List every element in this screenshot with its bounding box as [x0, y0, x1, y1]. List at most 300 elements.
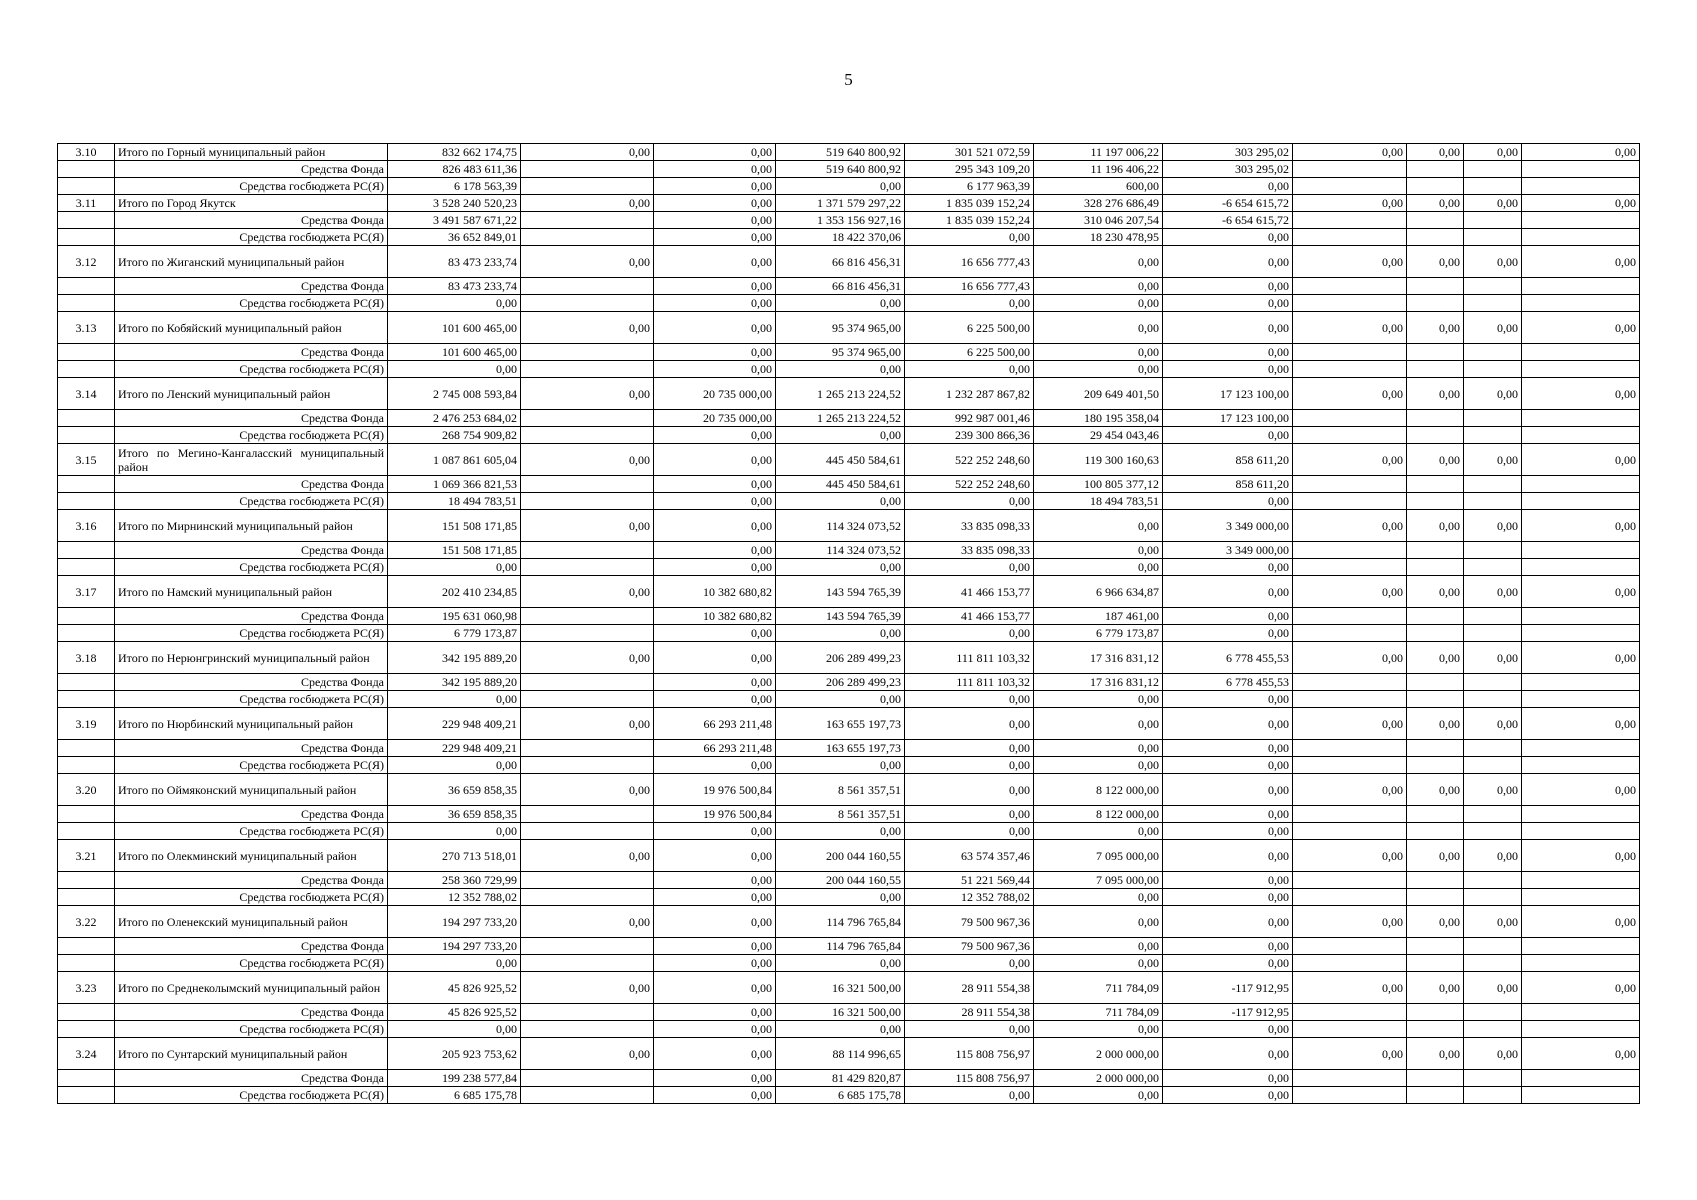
- total-cell: 0,00: [1407, 378, 1464, 410]
- state-cell: 0,00: [1034, 1087, 1163, 1104]
- fund-cell: 858 611,20: [1163, 476, 1293, 493]
- state-cell: [1522, 427, 1640, 444]
- state-cell: [521, 427, 654, 444]
- state-cell: 0,00: [654, 229, 776, 246]
- state-cell: 0,00: [1163, 823, 1293, 840]
- state-cell: [1407, 889, 1464, 906]
- fund-cell: 0,00: [1034, 542, 1163, 559]
- fund-cell: [1522, 938, 1640, 955]
- section-total-row: [58, 576, 1640, 608]
- fund-cell: [1522, 674, 1640, 691]
- fund-row: [58, 740, 1640, 757]
- state-cell: [1522, 625, 1640, 642]
- empty-code-cell: [58, 559, 115, 576]
- state-cell: 0,00: [905, 1021, 1034, 1038]
- state-cell: 0,00: [776, 625, 905, 642]
- total-cell: 83 473 233,74: [388, 246, 521, 278]
- section-name: Итого по Намский муниципальный район: [115, 576, 388, 608]
- total-cell: 6 966 634,87: [1034, 576, 1163, 608]
- state-row: [58, 178, 1640, 195]
- state-cell: 0,00: [905, 823, 1034, 840]
- section-name: Итого по Сунтарский муниципальный район: [115, 1038, 388, 1070]
- section-code: 3.11: [58, 195, 115, 212]
- total-cell: 0,00: [1464, 195, 1522, 212]
- section-total-row: [58, 246, 1640, 278]
- total-cell: 0,00: [1407, 144, 1464, 161]
- fund-cell: [1522, 344, 1640, 361]
- empty-code-cell: [58, 740, 115, 757]
- fund-label: Средства Фонда: [115, 740, 388, 757]
- fund-cell: 0,00: [654, 212, 776, 229]
- fund-cell: [1522, 212, 1640, 229]
- state-cell: [1293, 889, 1407, 906]
- state-label: Средства госбюджета РС(Я): [115, 559, 388, 576]
- total-cell: 63 574 357,46: [905, 840, 1034, 872]
- total-cell: 114 796 765,84: [776, 906, 905, 938]
- fund-cell: [1464, 608, 1522, 625]
- state-cell: [1464, 295, 1522, 312]
- state-cell: 12 352 788,02: [388, 889, 521, 906]
- fund-cell: [521, 278, 654, 295]
- state-cell: 0,00: [1163, 295, 1293, 312]
- state-cell: [1522, 1021, 1640, 1038]
- state-row: [58, 427, 1640, 444]
- empty-code-cell: [58, 212, 115, 229]
- section-code: 3.19: [58, 708, 115, 740]
- state-row: [58, 889, 1640, 906]
- fund-label: Средства Фонда: [115, 542, 388, 559]
- section-total-row: [58, 312, 1640, 344]
- total-cell: 16 321 500,00: [776, 972, 905, 1004]
- fund-label: Средства Фонда: [115, 278, 388, 295]
- fund-cell: [1522, 161, 1640, 178]
- section-name: Итого по Мирнинский муниципальный район: [115, 510, 388, 542]
- state-cell: [1464, 823, 1522, 840]
- total-cell: 163 655 197,73: [776, 708, 905, 740]
- fund-cell: 28 911 554,38: [905, 1004, 1034, 1021]
- state-cell: 239 300 866,36: [905, 427, 1034, 444]
- total-cell: 2 000 000,00: [1034, 1038, 1163, 1070]
- total-cell: 1 371 579 297,22: [776, 195, 905, 212]
- state-cell: [1464, 691, 1522, 708]
- fund-cell: [521, 1070, 654, 1087]
- state-cell: 0,00: [388, 1021, 521, 1038]
- fund-cell: 111 811 103,32: [905, 674, 1034, 691]
- fund-cell: 295 343 109,20: [905, 161, 1034, 178]
- state-cell: [1407, 559, 1464, 576]
- section-name: Итого по Оймяконский муниципальный район: [115, 774, 388, 806]
- fund-cell: 0,00: [654, 278, 776, 295]
- state-cell: [1464, 229, 1522, 246]
- state-cell: 0,00: [905, 361, 1034, 378]
- state-cell: 0,00: [654, 757, 776, 774]
- fund-cell: 10 382 680,82: [654, 608, 776, 625]
- state-cell: [521, 757, 654, 774]
- section-name: Итого по Город Якутск: [115, 195, 388, 212]
- section-total-row: [58, 972, 1640, 1004]
- empty-code-cell: [58, 872, 115, 889]
- total-cell: 111 811 103,32: [905, 642, 1034, 674]
- fund-cell: [1293, 212, 1407, 229]
- fund-cell: [1293, 476, 1407, 493]
- fund-cell: 16 321 500,00: [776, 1004, 905, 1021]
- fund-cell: 0,00: [1163, 872, 1293, 889]
- fund-cell: [1464, 1004, 1522, 1021]
- state-cell: 0,00: [388, 757, 521, 774]
- fund-cell: [1464, 674, 1522, 691]
- total-cell: 0,00: [1163, 774, 1293, 806]
- total-cell: 45 826 925,52: [388, 972, 521, 1004]
- total-cell: 0,00: [1407, 708, 1464, 740]
- fund-cell: 229 948 409,21: [388, 740, 521, 757]
- empty-code-cell: [58, 1004, 115, 1021]
- state-cell: [521, 559, 654, 576]
- total-cell: 0,00: [654, 906, 776, 938]
- section-name: Итого по Горный муниципальный район: [115, 144, 388, 161]
- total-cell: 0,00: [1464, 708, 1522, 740]
- state-cell: 0,00: [1163, 1087, 1293, 1104]
- state-cell: 0,00: [1163, 757, 1293, 774]
- state-cell: [1407, 691, 1464, 708]
- state-cell: 0,00: [1034, 955, 1163, 972]
- state-cell: 0,00: [1163, 361, 1293, 378]
- total-cell: 114 324 073,52: [776, 510, 905, 542]
- fund-cell: 1 069 366 821,53: [388, 476, 521, 493]
- total-cell: 119 300 160,63: [1034, 444, 1163, 476]
- total-cell: 0,00: [1464, 642, 1522, 674]
- fund-cell: 0,00: [654, 872, 776, 889]
- total-cell: 0,00: [1464, 510, 1522, 542]
- fund-cell: 342 195 889,20: [388, 674, 521, 691]
- state-cell: [1293, 559, 1407, 576]
- fund-cell: 17 123 100,00: [1163, 410, 1293, 427]
- state-cell: 0,00: [654, 361, 776, 378]
- fund-row: [58, 872, 1640, 889]
- fund-cell: [1464, 212, 1522, 229]
- empty-code-cell: [58, 295, 115, 312]
- total-cell: 0,00: [1293, 444, 1407, 476]
- total-cell: 0,00: [1522, 576, 1640, 608]
- fund-row: [58, 476, 1640, 493]
- state-cell: 0,00: [1034, 691, 1163, 708]
- state-cell: [1407, 229, 1464, 246]
- state-label: Средства госбюджета РС(Я): [115, 823, 388, 840]
- total-cell: 301 521 072,59: [905, 144, 1034, 161]
- total-cell: 0,00: [521, 840, 654, 872]
- state-cell: 0,00: [905, 1087, 1034, 1104]
- fund-cell: 195 631 060,98: [388, 608, 521, 625]
- fund-cell: [1293, 872, 1407, 889]
- state-cell: 0,00: [1163, 955, 1293, 972]
- state-label: Средства госбюджета РС(Я): [115, 625, 388, 642]
- state-cell: [1464, 178, 1522, 195]
- section-total-row: [58, 840, 1640, 872]
- state-cell: [521, 229, 654, 246]
- state-cell: 0,00: [776, 889, 905, 906]
- state-cell: 6 779 173,87: [1034, 625, 1163, 642]
- total-cell: 0,00: [1163, 1038, 1293, 1070]
- fund-cell: 8 122 000,00: [1034, 806, 1163, 823]
- state-cell: 0,00: [654, 493, 776, 510]
- fund-cell: [1464, 476, 1522, 493]
- fund-cell: [1293, 740, 1407, 757]
- fund-cell: [1407, 410, 1464, 427]
- fund-cell: [1293, 938, 1407, 955]
- state-label: Средства госбюджета РС(Я): [115, 427, 388, 444]
- state-cell: 0,00: [1034, 559, 1163, 576]
- state-cell: 0,00: [388, 691, 521, 708]
- fund-cell: [521, 806, 654, 823]
- state-cell: 0,00: [654, 1021, 776, 1038]
- fund-row: [58, 212, 1640, 229]
- total-cell: 0,00: [1163, 246, 1293, 278]
- section-name: Итого по Нерюнгринский муниципальный район: [115, 642, 388, 674]
- total-cell: 19 976 500,84: [654, 774, 776, 806]
- state-cell: [521, 625, 654, 642]
- fund-row: [58, 674, 1640, 691]
- section-name: Итого по Оленекский муниципальный район: [115, 906, 388, 938]
- fund-cell: 0,00: [654, 161, 776, 178]
- total-cell: 0,00: [1522, 378, 1640, 410]
- total-cell: 0,00: [1407, 1038, 1464, 1070]
- total-cell: 0,00: [521, 144, 654, 161]
- empty-code-cell: [58, 938, 115, 955]
- fund-cell: [1293, 1004, 1407, 1021]
- state-cell: [1293, 295, 1407, 312]
- fund-cell: [1293, 1070, 1407, 1087]
- fund-cell: 310 046 207,54: [1034, 212, 1163, 229]
- fund-label: Средства Фонда: [115, 806, 388, 823]
- total-cell: 0,00: [654, 642, 776, 674]
- fund-cell: 19 976 500,84: [654, 806, 776, 823]
- state-cell: [1407, 757, 1464, 774]
- fund-cell: 187 461,00: [1034, 608, 1163, 625]
- fund-cell: 8 561 357,51: [776, 806, 905, 823]
- state-cell: [1522, 955, 1640, 972]
- state-label: Средства госбюджета РС(Я): [115, 295, 388, 312]
- fund-cell: [521, 212, 654, 229]
- total-cell: 0,00: [654, 444, 776, 476]
- total-cell: -117 912,95: [1163, 972, 1293, 1004]
- section-name: Итого по Нюрбинский муниципальный район: [115, 708, 388, 740]
- state-cell: 0,00: [388, 823, 521, 840]
- fund-cell: 0,00: [1163, 806, 1293, 823]
- fund-cell: [521, 938, 654, 955]
- state-cell: [1522, 178, 1640, 195]
- total-cell: 0,00: [1522, 642, 1640, 674]
- total-cell: 0,00: [1407, 774, 1464, 806]
- fund-cell: [521, 161, 654, 178]
- fund-cell: 206 289 499,23: [776, 674, 905, 691]
- state-cell: 0,00: [905, 757, 1034, 774]
- state-cell: 0,00: [776, 493, 905, 510]
- total-cell: 8 561 357,51: [776, 774, 905, 806]
- total-cell: 79 500 967,36: [905, 906, 1034, 938]
- total-cell: 88 114 996,65: [776, 1038, 905, 1070]
- state-cell: 0,00: [1163, 427, 1293, 444]
- state-row: [58, 691, 1640, 708]
- state-cell: 0,00: [388, 955, 521, 972]
- state-label: Средства госбюджета РС(Я): [115, 493, 388, 510]
- fund-cell: [521, 674, 654, 691]
- fund-cell: 41 466 153,77: [905, 608, 1034, 625]
- fund-row: [58, 410, 1640, 427]
- state-cell: [521, 1021, 654, 1038]
- section-code: 3.22: [58, 906, 115, 938]
- empty-code-cell: [58, 344, 115, 361]
- total-cell: 1 835 039 152,24: [905, 195, 1034, 212]
- state-row: [58, 1021, 1640, 1038]
- fund-cell: 16 656 777,43: [905, 278, 1034, 295]
- fund-cell: 3 349 000,00: [1163, 542, 1293, 559]
- total-cell: 0,00: [521, 378, 654, 410]
- fund-row: [58, 608, 1640, 625]
- total-cell: 711 784,09: [1034, 972, 1163, 1004]
- state-cell: 0,00: [654, 955, 776, 972]
- state-cell: 0,00: [905, 691, 1034, 708]
- total-cell: 20 735 000,00: [654, 378, 776, 410]
- total-cell: 0,00: [1522, 144, 1640, 161]
- state-cell: [1464, 1021, 1522, 1038]
- fund-cell: 0,00: [1034, 278, 1163, 295]
- total-cell: 0,00: [1522, 510, 1640, 542]
- fund-row: [58, 806, 1640, 823]
- total-cell: 0,00: [1034, 312, 1163, 344]
- total-cell: 0,00: [1407, 576, 1464, 608]
- total-cell: 151 508 171,85: [388, 510, 521, 542]
- fund-cell: 151 508 171,85: [388, 542, 521, 559]
- state-row: [58, 361, 1640, 378]
- fund-cell: [1464, 161, 1522, 178]
- empty-code-cell: [58, 608, 115, 625]
- total-cell: 0,00: [1293, 906, 1407, 938]
- total-cell: 342 195 889,20: [388, 642, 521, 674]
- fund-cell: 163 655 197,73: [776, 740, 905, 757]
- state-cell: [1293, 823, 1407, 840]
- state-cell: 0,00: [905, 955, 1034, 972]
- total-cell: 0,00: [1407, 195, 1464, 212]
- state-label: Средства госбюджета РС(Я): [115, 178, 388, 195]
- total-cell: 28 911 554,38: [905, 972, 1034, 1004]
- fund-cell: 1 353 156 927,16: [776, 212, 905, 229]
- state-label: Средства госбюджета РС(Я): [115, 361, 388, 378]
- state-label: Средства госбюджета РС(Я): [115, 889, 388, 906]
- state-cell: [1464, 625, 1522, 642]
- fund-cell: [1407, 161, 1464, 178]
- fund-cell: [521, 476, 654, 493]
- state-cell: [1464, 757, 1522, 774]
- total-cell: 0,00: [1522, 312, 1640, 344]
- total-cell: 0,00: [521, 642, 654, 674]
- section-code: 3.18: [58, 642, 115, 674]
- fund-label: Средства Фонда: [115, 1004, 388, 1021]
- fund-cell: 0,00: [1163, 740, 1293, 757]
- state-cell: 0,00: [1163, 691, 1293, 708]
- state-row: [58, 955, 1640, 972]
- total-cell: 0,00: [1522, 708, 1640, 740]
- fund-cell: [1522, 476, 1640, 493]
- fund-label: Средства Фонда: [115, 872, 388, 889]
- fund-cell: [1407, 806, 1464, 823]
- empty-code-cell: [58, 178, 115, 195]
- fund-cell: 6 778 455,53: [1163, 674, 1293, 691]
- total-cell: 0,00: [521, 972, 654, 1004]
- fund-row: [58, 344, 1640, 361]
- state-cell: 0,00: [388, 559, 521, 576]
- state-cell: [1293, 1021, 1407, 1038]
- fund-cell: 3 491 587 671,22: [388, 212, 521, 229]
- fund-cell: 194 297 733,20: [388, 938, 521, 955]
- state-cell: [1464, 361, 1522, 378]
- state-cell: [1464, 559, 1522, 576]
- total-cell: 0,00: [1293, 642, 1407, 674]
- total-cell: 0,00: [521, 576, 654, 608]
- state-cell: [1293, 361, 1407, 378]
- total-cell: 303 295,02: [1163, 144, 1293, 161]
- state-cell: 0,00: [1163, 889, 1293, 906]
- fund-cell: [521, 608, 654, 625]
- total-cell: 6 778 455,53: [1163, 642, 1293, 674]
- total-cell: 0,00: [1464, 906, 1522, 938]
- state-cell: 6 685 175,78: [388, 1087, 521, 1104]
- empty-code-cell: [58, 806, 115, 823]
- state-cell: [1293, 757, 1407, 774]
- fund-cell: 101 600 465,00: [388, 344, 521, 361]
- fund-cell: [1407, 1070, 1464, 1087]
- state-cell: [1407, 493, 1464, 510]
- empty-code-cell: [58, 278, 115, 295]
- total-cell: 0,00: [521, 246, 654, 278]
- fund-cell: [1522, 1070, 1640, 1087]
- fund-label: Средства Фонда: [115, 344, 388, 361]
- fund-cell: 66 816 456,31: [776, 278, 905, 295]
- state-label: Средства госбюджета РС(Я): [115, 757, 388, 774]
- fund-label: Средства Фонда: [115, 608, 388, 625]
- fund-cell: -117 912,95: [1163, 1004, 1293, 1021]
- state-cell: 0,00: [654, 823, 776, 840]
- section-code: 3.23: [58, 972, 115, 1004]
- state-cell: [1407, 625, 1464, 642]
- state-cell: 0,00: [1034, 757, 1163, 774]
- total-cell: 328 276 686,49: [1034, 195, 1163, 212]
- state-cell: 0,00: [654, 559, 776, 576]
- total-cell: 0,00: [1464, 972, 1522, 1004]
- fund-cell: 303 295,02: [1163, 161, 1293, 178]
- total-cell: -6 654 615,72: [1163, 195, 1293, 212]
- total-cell: 0,00: [1407, 972, 1464, 1004]
- section-name: Итого по Среднеколымский муниципальный район: [115, 972, 388, 1004]
- section-name: Итого по Жиганский муниципальный район: [115, 246, 388, 278]
- fund-cell: 445 450 584,61: [776, 476, 905, 493]
- state-row: [58, 559, 1640, 576]
- state-cell: 0,00: [776, 823, 905, 840]
- total-cell: 0,00: [1464, 774, 1522, 806]
- total-cell: 0,00: [1522, 906, 1640, 938]
- fund-cell: [1407, 212, 1464, 229]
- state-cell: [1522, 361, 1640, 378]
- total-cell: 0,00: [1163, 708, 1293, 740]
- total-cell: 8 122 000,00: [1034, 774, 1163, 806]
- section-total-row: [58, 906, 1640, 938]
- fund-cell: [1293, 278, 1407, 295]
- state-cell: [1522, 691, 1640, 708]
- total-cell: 270 713 518,01: [388, 840, 521, 872]
- section-name: Итого по Кобяйский муниципальный район: [115, 312, 388, 344]
- fund-row: [58, 938, 1640, 955]
- total-cell: 0,00: [654, 144, 776, 161]
- total-cell: 7 095 000,00: [1034, 840, 1163, 872]
- empty-code-cell: [58, 625, 115, 642]
